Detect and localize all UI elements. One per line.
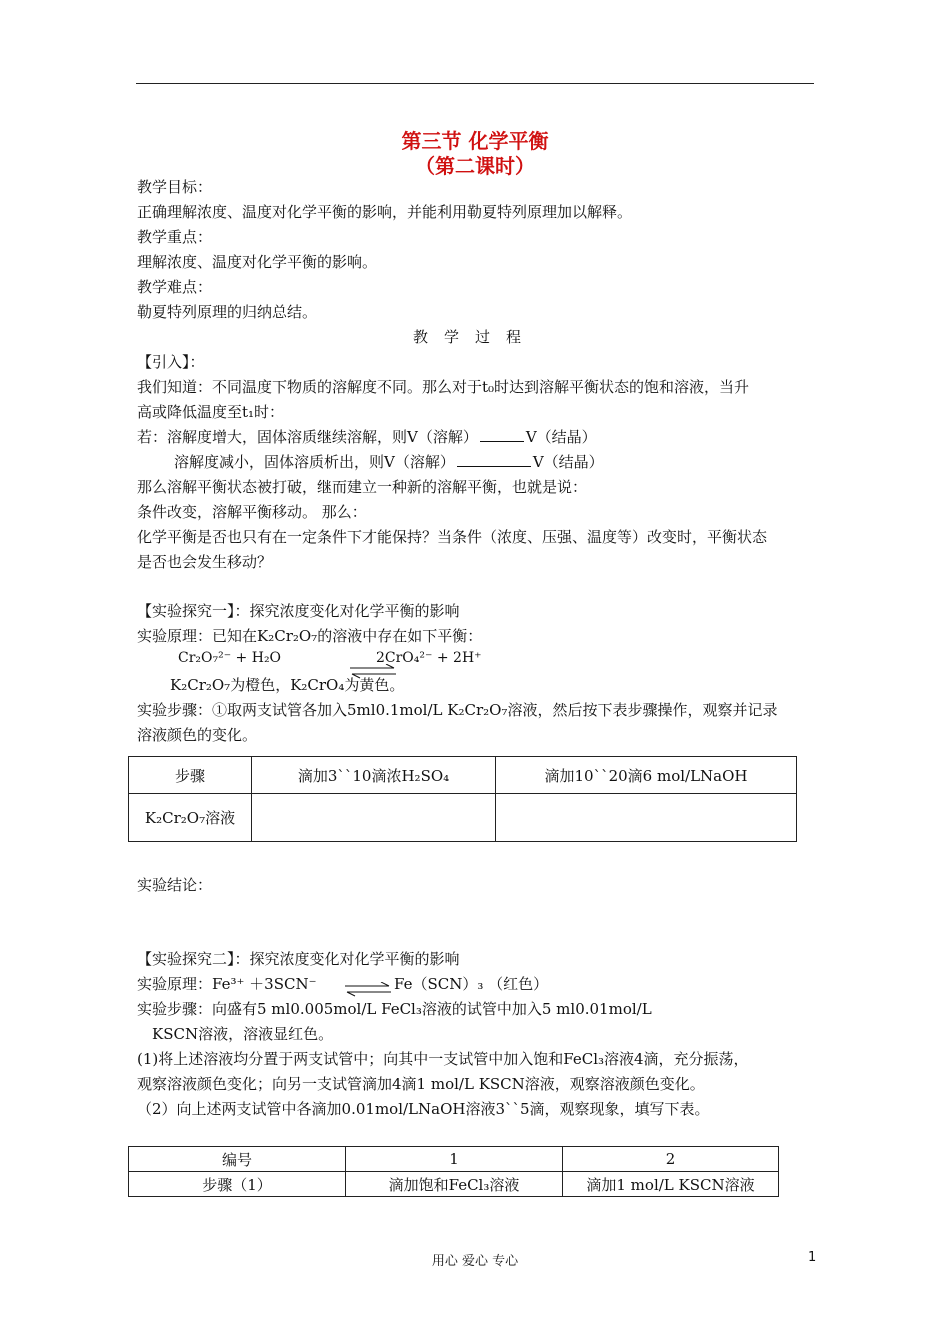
intro-line-3	[137, 426, 597, 448]
exp2-principle-left: 实验原理：Fe³⁺ ＋3SCN⁻	[137, 975, 317, 993]
intro-line-3-left: 若：溶解度增大，固体溶质继续溶解，则V（溶解）	[137, 428, 478, 446]
intro-line-3-right: V（结晶）	[525, 428, 597, 446]
exp1-header-base: 滴加10``20滴6 mol/LNaOH	[496, 757, 797, 794]
equilibrium-arrows-icon-2	[343, 982, 393, 998]
process-heading: 教学过程	[412, 328, 537, 346]
difficulty-text: 勒夏特列原理的归纳总结。	[137, 303, 318, 321]
exp1-cell-base[interactable]	[496, 794, 797, 842]
exp2-table	[128, 1146, 779, 1197]
exp1-steps-2: 溶液颜色的变化。	[137, 726, 258, 744]
exp1-eq-right: 2CrO₄²⁻ + 2H⁺	[376, 650, 482, 666]
exp2-cell-2: 滴加1 mol/L KSCN溶液	[563, 1172, 779, 1197]
intro-line-7: 化学平衡是否也只有在一定条件下才能保持？当条件（浓度、压强、温度等）改变时，平衡状态	[137, 528, 768, 546]
exp2-p1b: 观察溶液颜色变化；向另一支试管滴加4滴1 mol/L KSCN溶液，观察溶液颜色变化。	[137, 1075, 705, 1093]
objectives-text: 正确理解浓度、温度对化学平衡的影响，并能利用勒夏特列原理加以解释。	[137, 203, 633, 221]
focus-label: 教学重点：	[137, 228, 213, 246]
exp2-steps-1: 实验步骤：向盛有5 ml0.005mol/L FeCl₃溶液的试管中加入5 ml0.01mol/L	[137, 1000, 652, 1018]
exp1-eq-left: Cr₂O₇²⁻ + H₂O	[178, 650, 282, 666]
exp1-cell-acid[interactable]	[252, 794, 496, 842]
page-title: 第三节 化学平衡	[401, 129, 549, 153]
difficulty-label: 教学难点：	[137, 278, 213, 296]
intro-line-6: 条件改变，溶解平衡移动。 那么：	[137, 503, 367, 521]
intro-line-4	[174, 451, 604, 473]
exp2-row-label: 步骤（1）	[129, 1172, 346, 1197]
exp1-row-label: K₂Cr₂O₇溶液	[129, 794, 252, 842]
page-number: 1	[808, 1250, 817, 1265]
exp2-p2: （2）向上述两支试管中各滴加0.01mol/LNaOH溶液3``5滴，观察现象，填写下表。	[137, 1100, 710, 1118]
exp1-principle: 实验原理：已知在K₂Cr₂O₇的溶液中存在如下平衡：	[137, 627, 483, 645]
exp1-conclusion: 实验结论：	[137, 876, 213, 894]
exp2-p1: (1)将上述溶液均分置于两支试管中；向其中一支试管中加入饱和FeCl₃溶液4滴，充分振荡，	[137, 1050, 749, 1068]
footer-text: 用心 爱心 专心	[431, 1254, 519, 1269]
answer-blank-2[interactable]	[457, 452, 531, 467]
exp2-cell-1: 滴加饱和FeCl₃溶液	[346, 1172, 563, 1197]
intro-line-1: 我们知道：不同温度下物质的溶解度不同。那么对于t₀时达到溶解平衡状态的饱和溶液，当升	[137, 378, 750, 396]
exp2-label: 【实验探究二】：探究浓度变化对化学平衡的影响	[137, 950, 460, 968]
intro-line-2: 高或降低温度至t₁时：	[137, 403, 285, 421]
exp1-label: 【实验探究一】：探究浓度变化对化学平衡的影响	[137, 602, 460, 620]
exp1-steps-1: 实验步骤：①取两支试管各加入5ml0.1mol/L K₂Cr₂O₇溶液，然后按下表步骤操作，观察并记录	[137, 701, 778, 719]
objectives-label: 教学目标：	[137, 178, 213, 196]
intro-label: 【引入】：	[137, 353, 205, 371]
intro-line-4-left: 溶解度减小，固体溶质析出，则V（溶解）	[174, 453, 455, 471]
exp2-principle-right: Fe（SCN）₃ （红色）	[394, 975, 549, 993]
intro-line-5: 那么溶解平衡状态被打破，继而建立一种新的溶解平衡，也就是说：	[137, 478, 588, 496]
exp2-header-2: 2	[563, 1147, 779, 1172]
exp2-steps-2: KSCN溶液，溶液显红色。	[152, 1025, 334, 1043]
exp2-header-1: 1	[346, 1147, 563, 1172]
header-rule	[136, 83, 814, 84]
intro-line-4-right: V（结晶）	[532, 453, 604, 471]
exp1-header-step: 步骤	[129, 757, 252, 794]
exp1-table	[128, 756, 797, 842]
page-subtitle: （第二课时）	[415, 154, 535, 178]
answer-blank-1[interactable]	[480, 427, 524, 442]
focus-text: 理解浓度、温度对化学平衡的影响。	[137, 253, 378, 271]
intro-line-8: 是否也会发生移动？	[137, 553, 273, 571]
exp1-header-acid: 滴加3``10滴浓H₂SO₄	[252, 757, 496, 794]
exp1-colors: K₂Cr₂O₇为橙色，K₂CrO₄为黄色。	[170, 676, 405, 694]
exp2-header-number: 编号	[129, 1147, 346, 1172]
